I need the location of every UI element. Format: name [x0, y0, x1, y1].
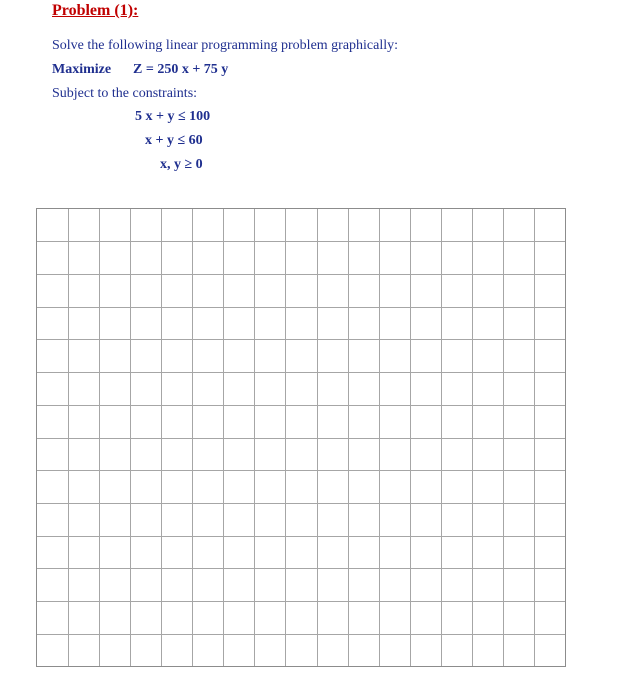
problem-title: Problem (1): — [52, 2, 139, 19]
graph-paper-grid — [36, 208, 567, 668]
objective-function: Z = 250 x + 75 y — [133, 62, 229, 77]
grid-lines — [37, 209, 566, 667]
objective-label: Maximize — [52, 62, 112, 77]
grid-border — [37, 209, 566, 667]
problem-intro: Solve the following linear programming problem graphically: — [52, 38, 399, 53]
constraint-1: 5 x + y ≤ 100 — [135, 109, 211, 124]
constraints-heading: Subject to the constraints: — [52, 86, 198, 101]
constraint-3: x, y ≥ 0 — [160, 157, 203, 172]
objective-line — [52, 62, 229, 78]
constraint-2: x + y ≤ 60 — [145, 133, 203, 148]
